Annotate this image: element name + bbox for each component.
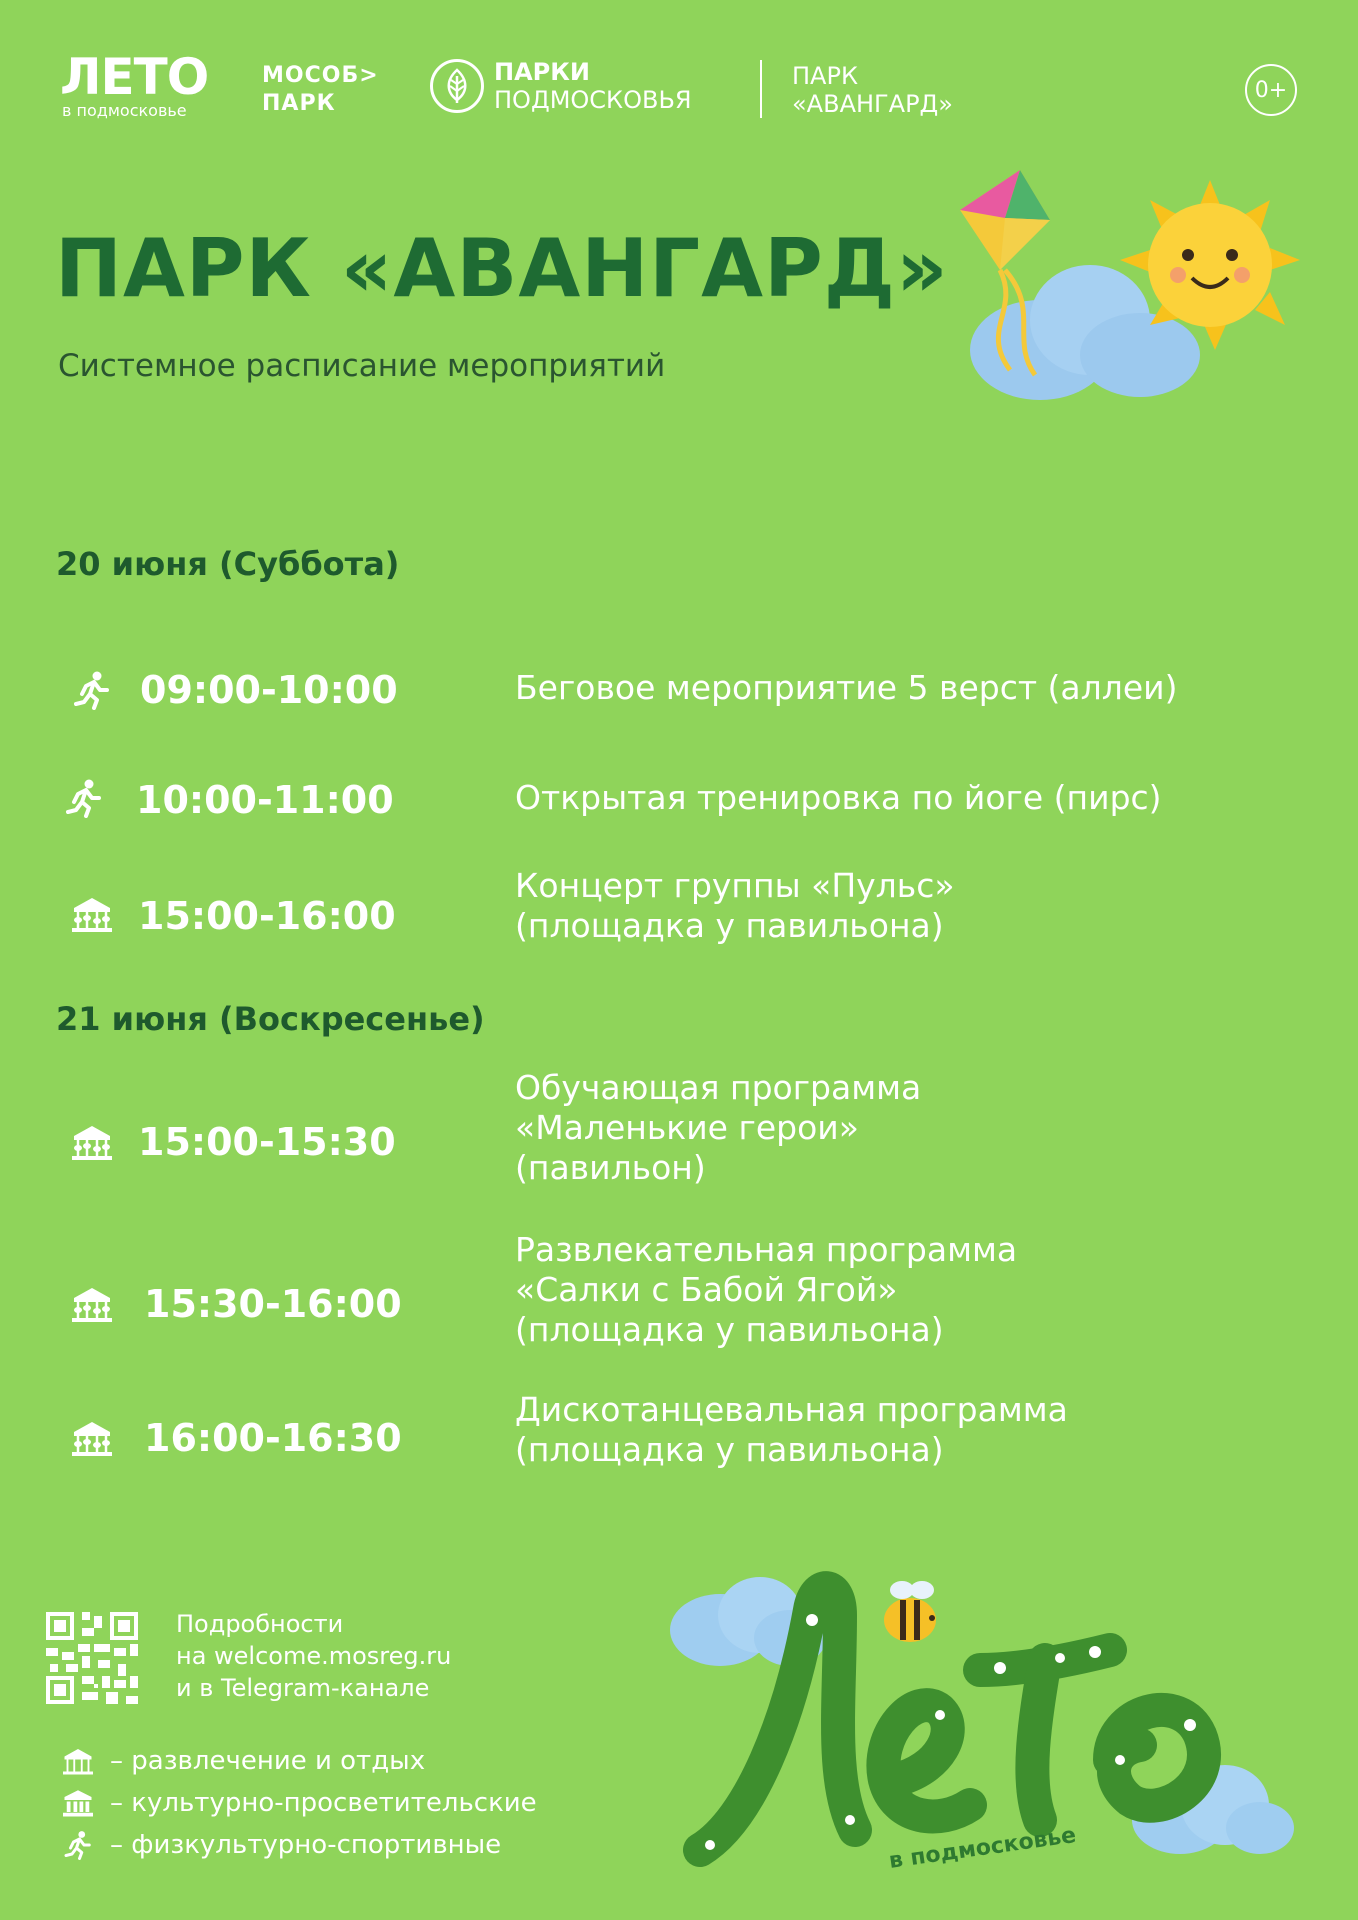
legend-item-cultural <box>58 1788 537 1818</box>
mosobl-line1: МОСОБ> <box>262 63 379 88</box>
event-title: Концерт группы «Пульс» (площадка у павильона) <box>515 866 955 945</box>
page-title: ПАРК «АВАНГАРД» <box>55 222 949 315</box>
event-time: 15:00-16:00 <box>138 894 396 938</box>
legend-text: – развлечение и отдых <box>110 1746 426 1776</box>
mosoblpark-logo <box>262 62 379 118</box>
mosobl-line2: ПАРК <box>262 91 336 116</box>
event-time: 09:00-10:00 <box>140 668 398 712</box>
event-title: Открытая тренировка по йоге (пирс) <box>515 778 1162 817</box>
runner-icon <box>62 778 106 818</box>
carousel-icon <box>70 1284 114 1324</box>
legend-item-sport <box>58 1830 501 1860</box>
event-title: Обучающая программа «Маленькие герои» (павильон) <box>515 1068 922 1187</box>
leto-logo-subtext: в подмосковье <box>62 101 187 120</box>
legend-text: – физкультурно-спортивные <box>110 1830 502 1860</box>
legend-text: – культурно-просветительские <box>110 1788 537 1818</box>
event-time: 15:00-15:30 <box>138 1120 396 1164</box>
event-time: 15:30-16:00 <box>144 1282 402 1326</box>
bee-icon <box>884 1581 936 1642</box>
sun-kite-illustration <box>940 160 1320 420</box>
header-park-name <box>792 62 953 118</box>
event-time: 16:00-16:30 <box>144 1416 402 1460</box>
event-time: 10:00-11:00 <box>136 778 394 822</box>
leto-art-subtext: в подмосковье <box>887 1822 1078 1874</box>
day-heading-1: 20 июня (Суббота) <box>56 545 400 583</box>
runner-icon <box>70 670 114 710</box>
carousel-icon <box>70 894 114 934</box>
parks-line1: ПАРКИ <box>494 58 590 86</box>
leto-logo-text: ЛЕТО <box>60 48 209 106</box>
event-title: Развлекательная программа «Салки с Бабой Ягой» (площадка у павильона) <box>515 1230 1018 1349</box>
carousel-icon <box>70 1418 114 1458</box>
park-line1: ПАРК <box>792 62 858 90</box>
carousel-icon <box>58 1746 98 1776</box>
event-title: Дискотанцевальная программа (площадка у павильона) <box>515 1390 1068 1469</box>
leaf-icon <box>430 59 484 113</box>
qr-code-icon[interactable] <box>46 1612 138 1704</box>
carousel-icon <box>70 1122 114 1162</box>
leto-logo <box>60 48 209 120</box>
event-title: Беговое мероприятие 5 верст (аллеи) <box>515 668 1178 707</box>
museum-icon <box>58 1788 98 1818</box>
leto-grass-illustration <box>640 1520 1300 1890</box>
runner-icon <box>58 1830 98 1860</box>
details-text: Подробности на welcome.mosreg.ru и в Telegram-канале <box>176 1610 452 1702</box>
header-divider <box>760 60 762 118</box>
page-subtitle: Системное расписание мероприятий <box>58 348 666 384</box>
day-heading-2: 21 июня (Воскресенье) <box>56 1000 485 1038</box>
parks-podmoskovya-logo <box>430 58 692 114</box>
park-line2: «АВАНГАРД» <box>792 90 953 118</box>
legend-item-entertainment <box>58 1746 425 1776</box>
age-rating-badge: 0+ <box>1245 64 1297 116</box>
parks-line2: ПОДМОСКОВЬЯ <box>494 86 692 114</box>
